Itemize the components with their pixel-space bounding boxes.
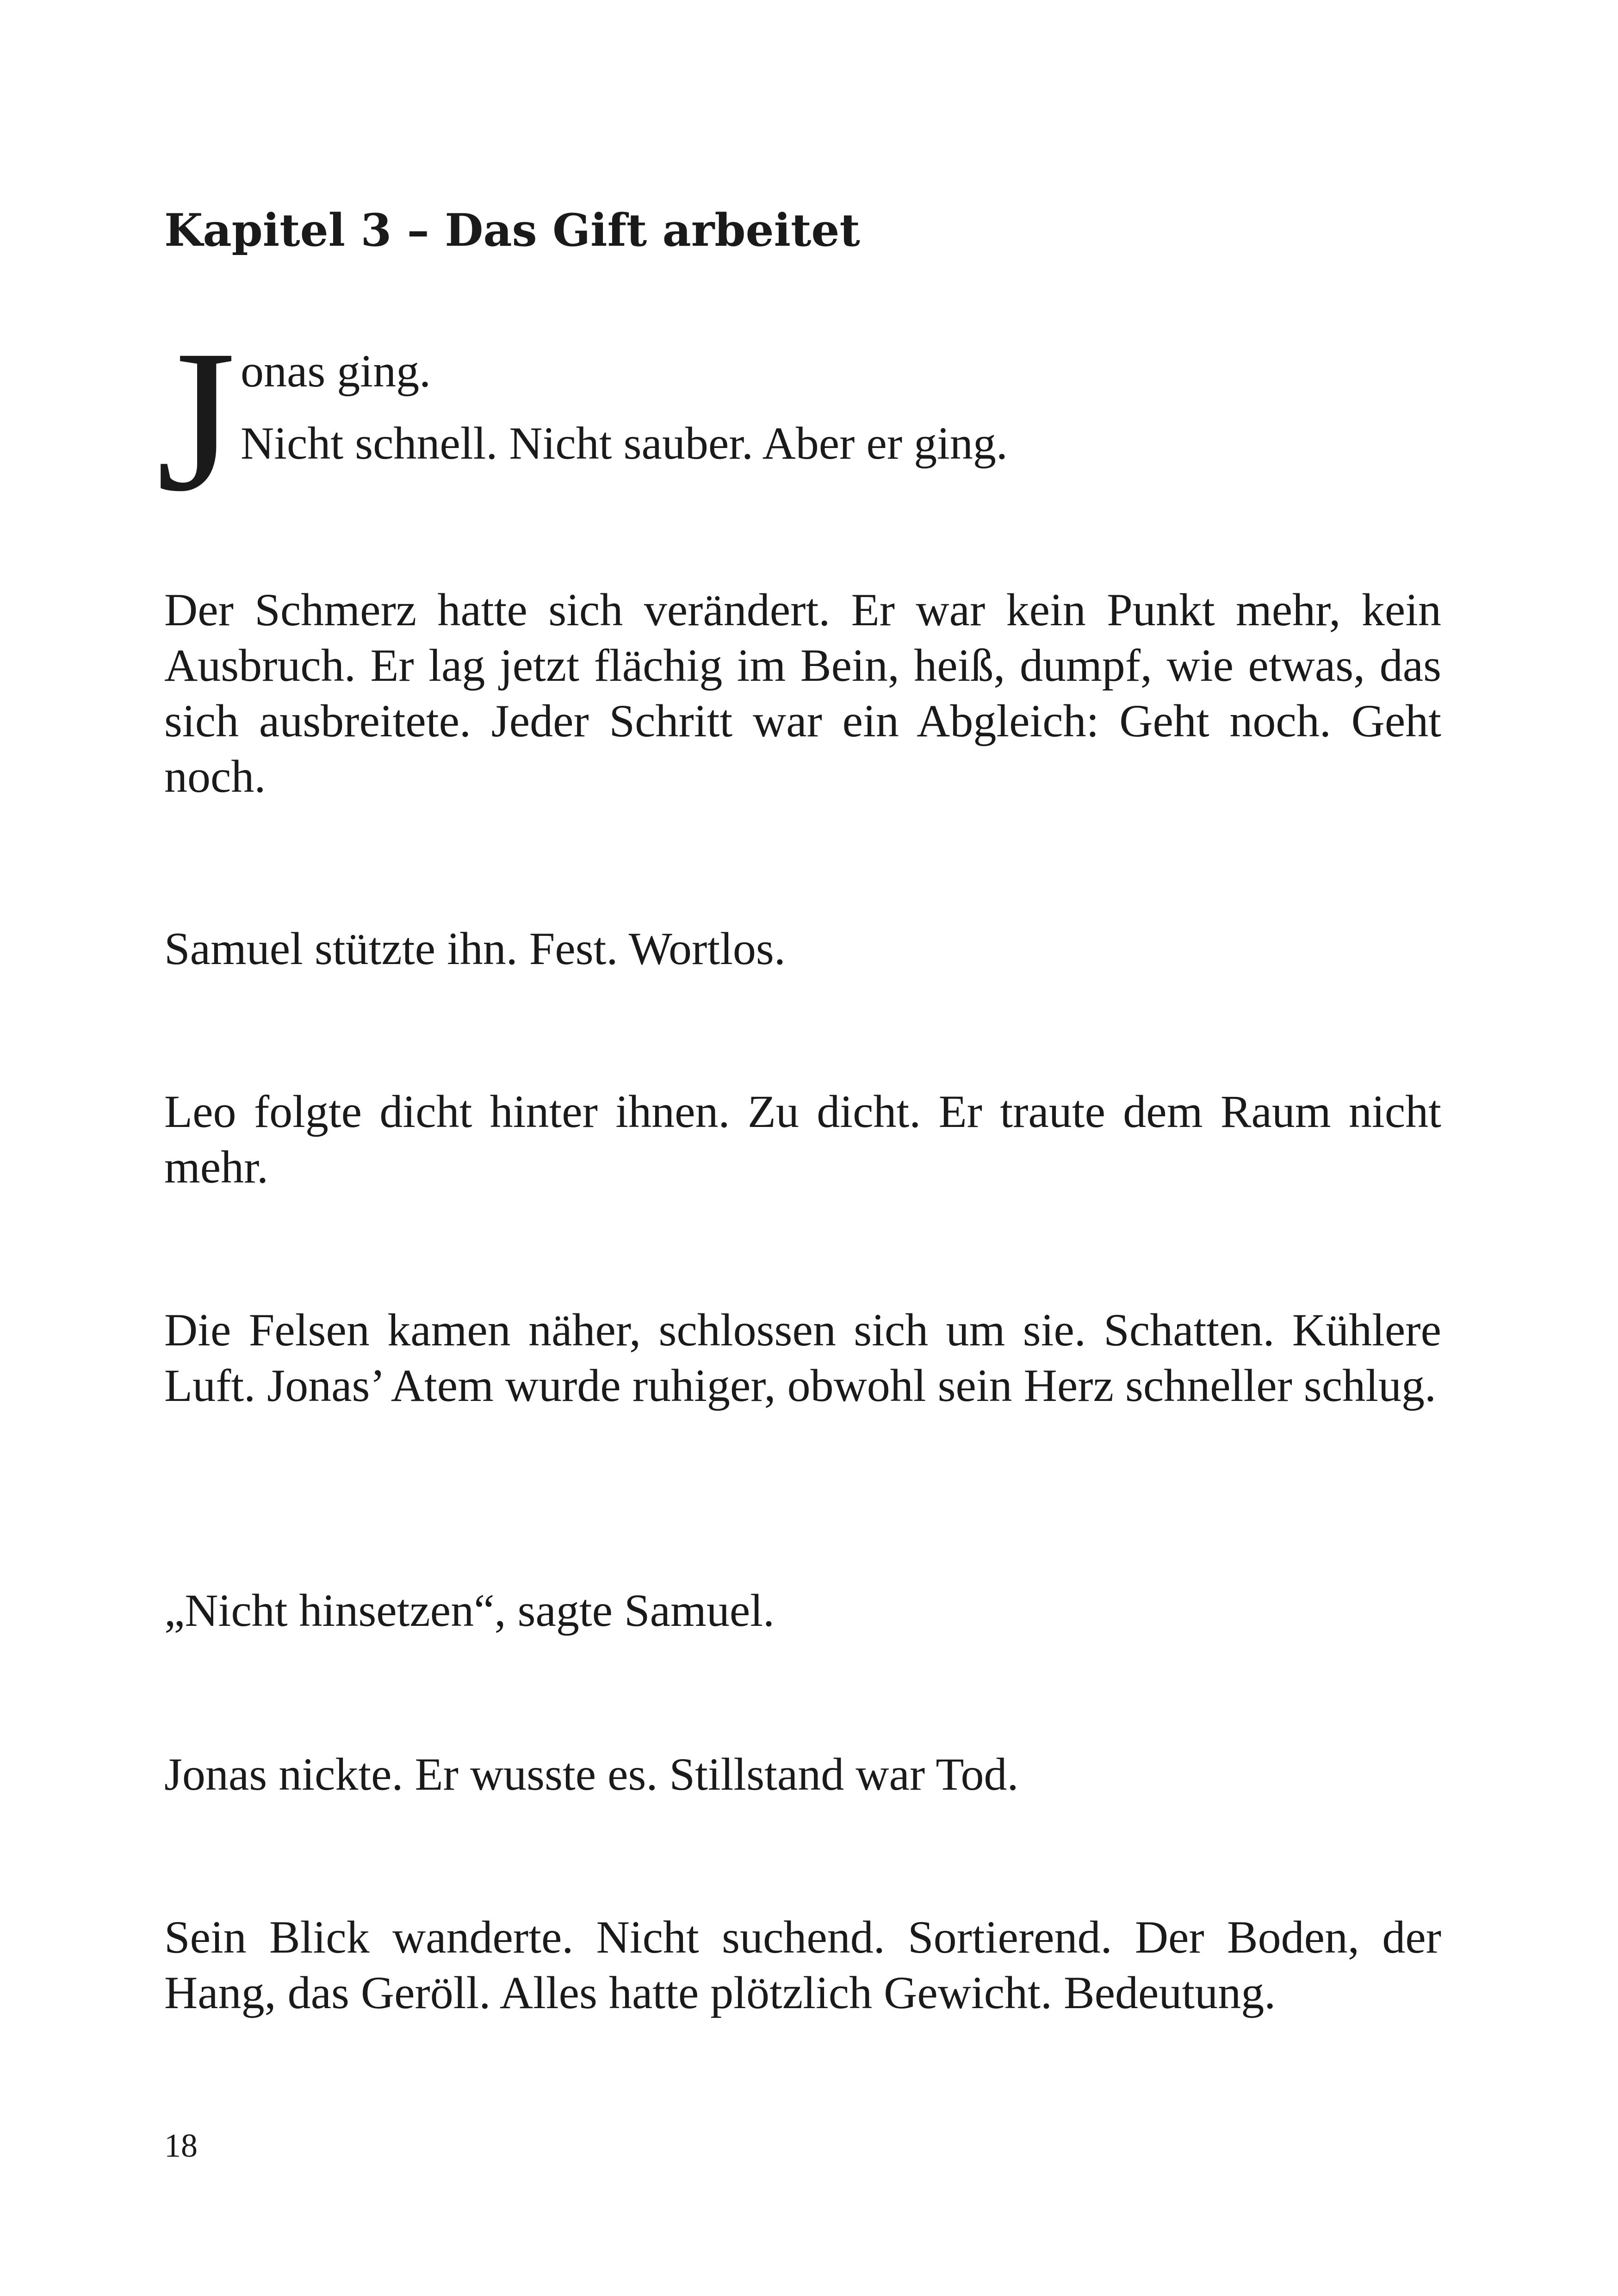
opening-line-1: onas ging.: [241, 345, 431, 397]
paragraph-2: Samuel stützte ihn. Fest. Wortlos.: [164, 923, 786, 974]
paragraph-4: Die Felsen kamen näher, schlossen sich um sie. Schatten. Kühlere Luft. Jonas’ Atem wurde ruhiger, obwohl sein Herz schneller schlug.: [164, 1304, 1441, 1411]
paragraph-1: Der Schmerz hatte sich verändert. Er war kein Punkt mehr, kein Ausbruch. Er lag jetzt flächig im Bein, heiß, dumpf, wie etwas, das sich ausbreitete. Jeder Schritt war ein Abgleich: Geht noch. Geht noch.: [164, 584, 1441, 802]
paragraph-6: Jonas nickte. Er wusste es. Stillstand war Tod.: [164, 1748, 1019, 1800]
opening-line-2: Nicht schnell. Nicht sauber. Aber er ging.: [241, 417, 1008, 469]
page-number: 18: [164, 2127, 198, 2164]
paragraph-3: Leo folgte dicht hinter ihnen. Zu dicht. Er traute dem Raum nicht mehr.: [164, 1086, 1441, 1193]
paragraph-7: Sein Blick wanderte. Nicht suchend. Sortierend. Der Boden, der Hang, das Geröll. Alles hatte plötzlich Gewicht. Bedeutung.: [164, 1911, 1441, 2018]
paragraph-5: „Nicht hinsetzen“, sagte Samuel.: [164, 1585, 775, 1636]
drop-cap-initial: J: [156, 308, 236, 534]
chapter-title: Kapitel 3 – Das Gift arbeitet: [164, 204, 860, 256]
